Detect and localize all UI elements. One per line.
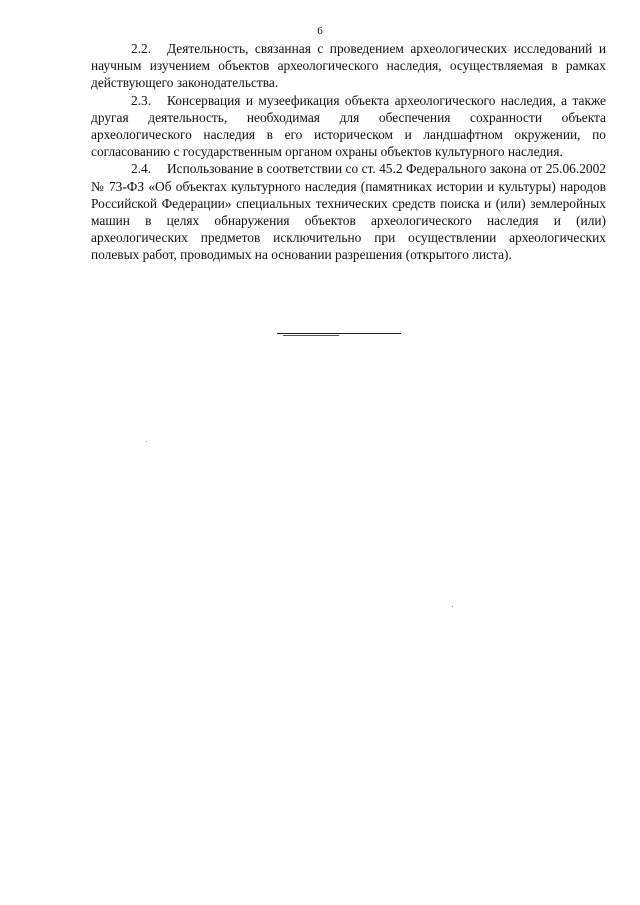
paragraph-2-2: [91, 40, 606, 92]
end-of-text-rule-underline: [283, 335, 339, 336]
paragraph-number: 2.4.: [131, 161, 152, 177]
document-body: [91, 40, 606, 264]
paragraph-2-4: [91, 160, 606, 263]
paragraph-2-3: [91, 92, 606, 161]
paragraph-text: Консервация и музеефикация объекта археологического наследия, а также другая деятельность, необходимая для обеспечения сохранности объекта археологического наследия в его историческом и ландшафтном окружении, по согласованию с государственным органом охраны объектов культурного наследия.: [91, 92, 606, 160]
end-of-text-rule: [277, 333, 401, 334]
scan-speck: [146, 441, 147, 442]
paragraph-number: 2.2.: [131, 41, 152, 56]
page-number: 6: [317, 25, 323, 37]
paragraph-text: Использование в соответствии со ст. 45.2 Федерального закона от 25.06.2002 № 73-ФЗ «Об объектах культурного наследия (памятниках истории и культуры) народов Российской Федерации» специальных технических средств поиска и (или) землеройных машин в целях обнаружения объектов археологического наследия и (или) археологических предметов исключительно при осуществлении археологических полевых работ, проводимых на основании разрешения (открытого листа).: [91, 161, 606, 263]
paragraph-number: 2.3.: [131, 92, 152, 108]
scan-speck: [452, 606, 453, 607]
paragraph-text: Деятельность, связанная с проведением археологических исследований и научным изучением объектов археологического наследия, осуществляемая в рамках действующего законодательства.: [91, 41, 606, 91]
